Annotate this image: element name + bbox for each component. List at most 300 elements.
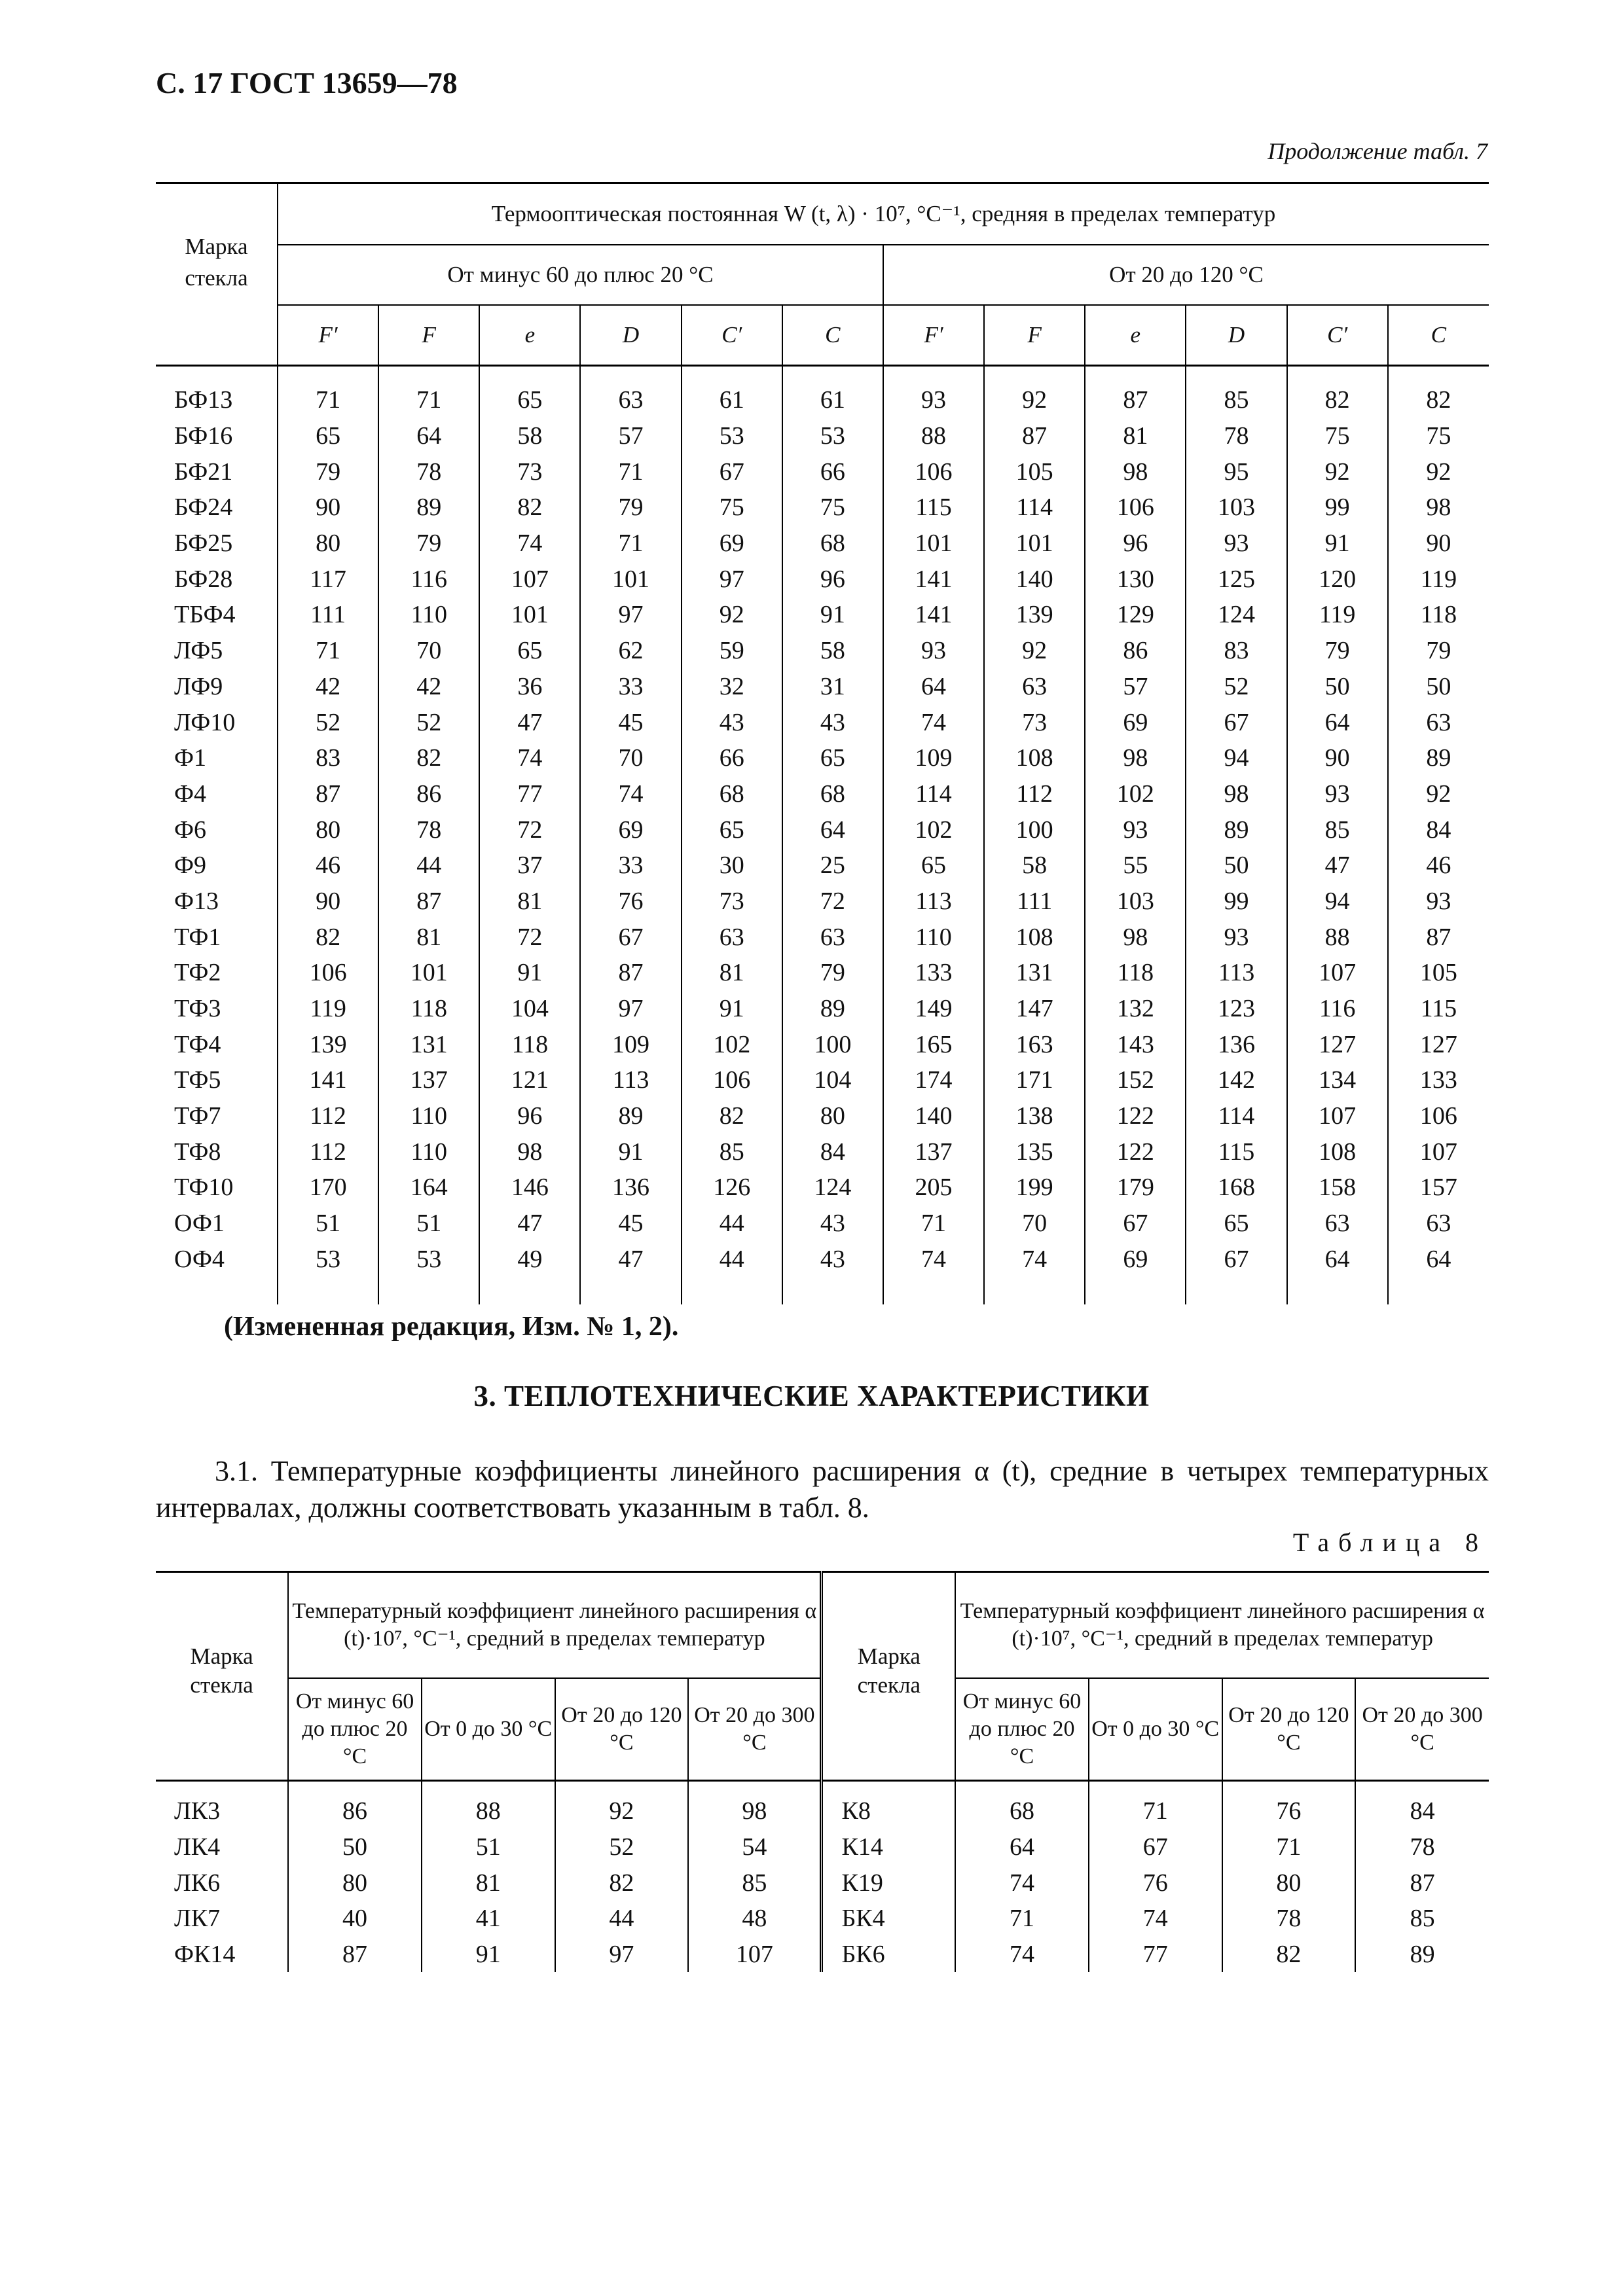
- value-cell: 81: [378, 919, 479, 955]
- table-8: [156, 1571, 1489, 1972]
- value-cell: 82: [1222, 1937, 1356, 1973]
- glass-mark-cell: К19: [822, 1865, 955, 1901]
- table-row: [156, 418, 1489, 454]
- value-cell: 85: [1186, 366, 1286, 418]
- value-cell: 140: [883, 1098, 984, 1134]
- value-cell: 164: [378, 1170, 479, 1206]
- value-cell: 79: [1287, 633, 1388, 669]
- value-cell: 47: [479, 1206, 580, 1242]
- value-cell: 82: [1426, 386, 1451, 414]
- value-cell: 88: [1287, 919, 1388, 955]
- value-cell: 76: [1089, 1865, 1222, 1901]
- glass-mark-cell: БФ25: [156, 526, 278, 562]
- value-cell: 84: [1426, 816, 1451, 844]
- value-cell: 91: [580, 1134, 681, 1170]
- value-cell: 101: [883, 526, 984, 562]
- value-cell: 87: [288, 1937, 422, 1973]
- value-cell: 66: [782, 454, 883, 490]
- value-cell: 123: [1186, 991, 1286, 1027]
- value-cell: 109: [580, 1026, 681, 1062]
- value-cell: 101: [984, 526, 1085, 562]
- value-cell: 88: [883, 418, 984, 454]
- value-cell: 71: [1089, 1781, 1222, 1829]
- column-header-wavelength: D: [580, 305, 681, 366]
- value-cell: 80: [288, 1865, 422, 1901]
- column-header-temperature-range: От 20 до 300 °С: [688, 1678, 822, 1781]
- value-cell: 108: [1287, 1134, 1388, 1170]
- value-cell: 70: [580, 740, 681, 776]
- column-header-mark: Марка стекла: [822, 1572, 955, 1781]
- value-cell: 94: [1186, 740, 1286, 776]
- glass-mark-cell: ЛК6: [156, 1865, 288, 1901]
- value-cell: 78: [1186, 418, 1286, 454]
- value-cell: 124: [1186, 597, 1286, 633]
- value-cell: 63: [1287, 1206, 1388, 1242]
- value-cell: 119: [1420, 565, 1457, 593]
- value-cell: 114: [984, 490, 1085, 526]
- glass-mark-cell: ТФ5: [156, 1062, 278, 1098]
- value-cell: 89: [1426, 744, 1451, 772]
- value-cell: 74: [1089, 1901, 1222, 1937]
- value-cell: 75: [682, 490, 782, 526]
- value-cell: 67: [1089, 1829, 1222, 1865]
- table-row: [156, 490, 1489, 526]
- value-cell: 100: [782, 1026, 883, 1062]
- glass-mark-cell: ЛФ5: [156, 633, 278, 669]
- column-header-mark: Марка стекла: [156, 183, 278, 366]
- column-header-wavelength: D: [1186, 305, 1286, 366]
- value-cell: 82: [378, 740, 479, 776]
- column-header-temperature-range: От 20 до 120 °С: [1222, 1678, 1356, 1781]
- column-header-wavelength: e: [479, 305, 580, 366]
- value-cell: 142: [1186, 1062, 1286, 1098]
- value-cell: 74: [883, 1242, 984, 1305]
- table-row: [156, 669, 1489, 705]
- value-cell: 77: [1089, 1937, 1222, 1973]
- value-cell: 64: [955, 1829, 1089, 1865]
- value-cell: 73: [479, 454, 580, 490]
- value-cell: 69: [682, 526, 782, 562]
- value-cell: 146: [479, 1170, 580, 1206]
- value-cell: 137: [883, 1134, 984, 1170]
- table-7-continuation: [156, 182, 1489, 1304]
- table-row: [156, 740, 1489, 776]
- glass-mark-cell: БФ16: [156, 418, 278, 454]
- value-cell: 205: [883, 1170, 984, 1206]
- column-header-temperature-range: От 20 до 120 °С: [555, 1678, 689, 1781]
- value-cell: 118: [479, 1026, 580, 1062]
- value-cell: 43: [782, 1242, 883, 1305]
- value-cell: 61: [682, 366, 782, 418]
- glass-mark-cell: Ф6: [156, 812, 278, 848]
- value-cell: 61: [782, 366, 883, 418]
- value-cell: 53: [278, 1242, 378, 1305]
- value-cell: 141: [883, 597, 984, 633]
- value-cell: 110: [378, 1134, 479, 1170]
- glass-mark-cell: ОФ1: [156, 1206, 278, 1242]
- value-cell: 149: [883, 991, 984, 1027]
- value-cell: 71: [955, 1901, 1089, 1937]
- value-cell: 179: [1085, 1170, 1186, 1206]
- value-cell: 70: [984, 1206, 1085, 1242]
- column-header-temperature-range: От 0 до 30 °С: [422, 1678, 555, 1781]
- value-cell: 71: [278, 633, 378, 669]
- column-header-temperature-range: От 20 до 300 °С: [1355, 1678, 1489, 1781]
- glass-mark-cell: БФ24: [156, 490, 278, 526]
- glass-mark-cell: Ф1: [156, 740, 278, 776]
- value-cell: 85: [682, 1134, 782, 1170]
- glass-mark-cell: Ф13: [156, 884, 278, 920]
- glass-mark-cell: ОФ4: [156, 1242, 278, 1305]
- value-cell: 33: [580, 669, 681, 705]
- value-cell: 65: [479, 633, 580, 669]
- value-cell: 87: [984, 418, 1085, 454]
- glass-mark-cell: ТБФ4: [156, 597, 278, 633]
- value-cell: 168: [1186, 1170, 1286, 1206]
- glass-mark-cell: ТФ4: [156, 1026, 278, 1062]
- value-cell: 93: [1426, 887, 1451, 915]
- value-cell: 171: [984, 1062, 1085, 1098]
- value-cell: 104: [782, 1062, 883, 1098]
- value-cell: 75: [1287, 418, 1388, 454]
- value-cell: 42: [378, 669, 479, 705]
- value-cell: 117: [278, 561, 378, 597]
- value-cell: 48: [688, 1901, 822, 1937]
- value-cell: 78: [378, 454, 479, 490]
- value-cell: 135: [984, 1134, 1085, 1170]
- value-cell: 170: [278, 1170, 378, 1206]
- value-cell: 72: [782, 884, 883, 920]
- value-cell: 93: [883, 366, 984, 418]
- value-cell: 80: [1222, 1865, 1356, 1901]
- value-cell: 102: [682, 1026, 782, 1062]
- glass-mark-cell: ТФ3: [156, 991, 278, 1027]
- value-cell: 67: [1186, 1242, 1286, 1305]
- value-cell: 93: [1186, 919, 1286, 955]
- value-cell: 89: [1186, 812, 1286, 848]
- value-cell: 52: [555, 1829, 689, 1865]
- value-cell: 70: [378, 633, 479, 669]
- glass-mark-cell: Ф9: [156, 848, 278, 884]
- table-row: [156, 812, 1489, 848]
- value-cell: 72: [479, 919, 580, 955]
- value-cell: 98: [1085, 740, 1186, 776]
- value-cell: 87: [1085, 366, 1186, 418]
- value-cell: 98: [688, 1781, 822, 1829]
- value-cell: 136: [1186, 1026, 1286, 1062]
- value-cell: 67: [1085, 1206, 1186, 1242]
- column-header-expansion: Температурный коэффициент линейного расширения α (t)·10⁷, °С⁻¹, средний в пределах температур: [288, 1572, 822, 1679]
- value-cell: 96: [1085, 526, 1186, 562]
- value-cell: 107: [479, 561, 580, 597]
- column-header-expansion: Температурный коэффициент линейного расширения α (t)·10⁷, °С⁻¹, средний в пределах температур: [955, 1572, 1489, 1679]
- value-cell: 122: [1085, 1134, 1186, 1170]
- value-cell: 92: [984, 366, 1085, 418]
- value-cell: 165: [883, 1026, 984, 1062]
- table-row: [156, 1098, 1489, 1134]
- value-cell: 68: [782, 776, 883, 812]
- column-header-wavelength: C′: [1287, 305, 1388, 366]
- value-cell: 80: [278, 526, 378, 562]
- value-cell: 75: [1426, 422, 1451, 450]
- value-cell: 85: [688, 1865, 822, 1901]
- value-cell: 36: [479, 669, 580, 705]
- value-cell: 104: [479, 991, 580, 1027]
- value-cell: 152: [1085, 1062, 1186, 1098]
- value-cell: 63: [580, 366, 681, 418]
- value-cell: 126: [682, 1170, 782, 1206]
- glass-mark-cell: ФК14: [156, 1937, 288, 1973]
- value-cell: 75: [782, 490, 883, 526]
- value-cell: 114: [883, 776, 984, 812]
- value-cell: 45: [580, 1206, 681, 1242]
- value-cell: 125: [1186, 561, 1286, 597]
- value-cell: 82: [278, 919, 378, 955]
- glass-mark-cell: ЛК3: [156, 1781, 288, 1829]
- value-cell: 97: [682, 561, 782, 597]
- value-cell: 91: [422, 1937, 555, 1973]
- value-cell: 96: [782, 561, 883, 597]
- glass-mark-cell: ЛК7: [156, 1901, 288, 1937]
- value-cell: 93: [883, 633, 984, 669]
- value-cell: 51: [422, 1829, 555, 1865]
- column-header-wavelength: F′: [278, 305, 378, 366]
- value-cell: 92: [555, 1781, 689, 1829]
- table-row: [156, 1062, 1489, 1098]
- value-cell: 83: [278, 740, 378, 776]
- value-cell: 86: [288, 1781, 422, 1829]
- paragraph-text: 3.1. Температурные коэффициенты линейного расширения α (t), средние в четырех температурных интервалах, должны соответствовать указанным в табл. 8.: [156, 1455, 1489, 1524]
- value-cell: 64: [378, 418, 479, 454]
- table-8-label: Таблица 8: [1292, 1528, 1487, 1557]
- value-cell: 44: [555, 1901, 689, 1937]
- value-cell: 101: [378, 955, 479, 991]
- column-header-thermooptic: Термооптическая постоянная W (t, λ) · 10⁷, °С⁻¹, средняя в пределах температур: [278, 183, 1489, 245]
- value-cell: 64: [883, 669, 984, 705]
- value-cell: 98: [1085, 919, 1186, 955]
- value-cell: 91: [782, 597, 883, 633]
- value-cell: 73: [682, 884, 782, 920]
- value-cell: 74: [955, 1937, 1089, 1973]
- value-cell: 92: [1426, 457, 1451, 486]
- value-cell: 91: [479, 955, 580, 991]
- value-cell: 65: [278, 418, 378, 454]
- value-cell: 78: [378, 812, 479, 848]
- value-cell: 81: [682, 955, 782, 991]
- column-header-temperature-range: От минус 60 до плюс 20 °С: [288, 1678, 422, 1781]
- glass-mark-cell: ТФ2: [156, 955, 278, 991]
- value-cell: 81: [422, 1865, 555, 1901]
- value-cell: 79: [278, 454, 378, 490]
- value-cell: 93: [1085, 812, 1186, 848]
- glass-mark-cell: ТФ1: [156, 919, 278, 955]
- value-cell: 47: [479, 704, 580, 740]
- paragraph-3-1: [156, 1453, 1489, 1526]
- value-cell: 62: [580, 633, 681, 669]
- value-cell: 71: [378, 366, 479, 418]
- value-cell: 141: [278, 1062, 378, 1098]
- value-cell: 112: [278, 1134, 378, 1170]
- value-cell: 33: [580, 848, 681, 884]
- value-cell: 136: [580, 1170, 681, 1206]
- value-cell: 96: [479, 1098, 580, 1134]
- value-cell: 141: [883, 561, 984, 597]
- value-cell: 64: [1287, 704, 1388, 740]
- table-row: [156, 633, 1489, 669]
- value-cell: 44: [378, 848, 479, 884]
- value-cell: 118: [1085, 955, 1186, 991]
- glass-mark-cell: БФ28: [156, 561, 278, 597]
- value-cell: 87: [1426, 923, 1451, 951]
- value-cell: 83: [1186, 633, 1286, 669]
- value-cell: 132: [1085, 991, 1186, 1027]
- value-cell: 118: [1420, 601, 1457, 629]
- value-cell: 53: [682, 418, 782, 454]
- value-cell: 90: [1426, 529, 1451, 558]
- value-cell: 111: [984, 884, 1085, 920]
- value-cell: 140: [984, 561, 1085, 597]
- glass-mark-cell: ЛФ10: [156, 704, 278, 740]
- value-cell: 85: [1410, 1905, 1435, 1933]
- table-row: [156, 1901, 1489, 1937]
- value-cell: 108: [984, 740, 1085, 776]
- value-cell: 63: [782, 919, 883, 955]
- value-cell: 68: [782, 526, 883, 562]
- value-cell: 121: [479, 1062, 580, 1098]
- value-cell: 68: [955, 1781, 1089, 1829]
- value-cell: 58: [782, 633, 883, 669]
- value-cell: 108: [984, 919, 1085, 955]
- table-row: [156, 561, 1489, 597]
- glass-mark-cell: К8: [822, 1781, 955, 1829]
- table-row: [156, 597, 1489, 633]
- value-cell: 106: [278, 955, 378, 991]
- table-row: [156, 1170, 1489, 1206]
- value-cell: 51: [378, 1206, 479, 1242]
- value-cell: 74: [479, 526, 580, 562]
- table-row: [156, 1829, 1489, 1865]
- value-cell: 55: [1085, 848, 1186, 884]
- value-cell: 65: [883, 848, 984, 884]
- value-cell: 106: [1419, 1102, 1457, 1130]
- column-header-wavelength: C′: [682, 305, 782, 366]
- value-cell: 52: [1186, 669, 1286, 705]
- table-row: [156, 1865, 1489, 1901]
- value-cell: 80: [278, 812, 378, 848]
- value-cell: 50: [1287, 669, 1388, 705]
- value-cell: 199: [984, 1170, 1085, 1206]
- value-cell: 53: [782, 418, 883, 454]
- table-row: [156, 1206, 1489, 1242]
- value-cell: 77: [479, 776, 580, 812]
- value-cell: 78: [1410, 1833, 1435, 1861]
- value-cell: 106: [682, 1062, 782, 1098]
- value-cell: 130: [1085, 561, 1186, 597]
- value-cell: 67: [580, 919, 681, 955]
- value-cell: 42: [278, 669, 378, 705]
- value-cell: 74: [984, 1242, 1085, 1305]
- value-cell: 79: [782, 955, 883, 991]
- glass-mark-cell: БК4: [822, 1901, 955, 1937]
- table-row: [156, 776, 1489, 812]
- value-cell: 65: [1186, 1206, 1286, 1242]
- value-cell: 64: [782, 812, 883, 848]
- value-cell: 115: [1186, 1134, 1286, 1170]
- column-header-wavelength: e: [1085, 305, 1186, 366]
- value-cell: 112: [984, 776, 1085, 812]
- value-cell: 99: [1287, 490, 1388, 526]
- value-cell: 86: [378, 776, 479, 812]
- value-cell: 74: [883, 704, 984, 740]
- value-cell: 110: [378, 1098, 479, 1134]
- value-cell: 40: [288, 1901, 422, 1937]
- value-cell: 107: [1287, 955, 1388, 991]
- value-cell: 71: [278, 366, 378, 418]
- table-row: [156, 704, 1489, 740]
- value-cell: 87: [278, 776, 378, 812]
- value-cell: 92: [984, 633, 1085, 669]
- value-cell: 57: [580, 418, 681, 454]
- table-continuation-label: Продолжение табл. 7: [1267, 138, 1487, 164]
- value-cell: 71: [1222, 1829, 1356, 1865]
- value-cell: 82: [555, 1865, 689, 1901]
- value-cell: 51: [278, 1206, 378, 1242]
- value-cell: 47: [580, 1242, 681, 1305]
- value-cell: 71: [580, 526, 681, 562]
- value-cell: 74: [955, 1865, 1089, 1901]
- value-cell: 102: [883, 812, 984, 848]
- value-cell: 53: [378, 1242, 479, 1305]
- value-cell: 74: [580, 776, 681, 812]
- table-row: [156, 1781, 1489, 1829]
- value-cell: 50: [1426, 672, 1451, 700]
- value-cell: 114: [1186, 1098, 1286, 1134]
- value-cell: 105: [1419, 959, 1457, 987]
- value-cell: 63: [1426, 708, 1451, 736]
- glass-mark-cell: ЛК4: [156, 1829, 288, 1865]
- column-header-wavelength: F: [984, 305, 1085, 366]
- value-cell: 129: [1085, 597, 1186, 633]
- glass-mark-cell: БФ21: [156, 454, 278, 490]
- column-header-wavelength: C: [1388, 305, 1489, 366]
- value-cell: 97: [580, 991, 681, 1027]
- value-cell: 119: [278, 991, 378, 1027]
- value-cell: 116: [378, 561, 479, 597]
- value-cell: 89: [1410, 1941, 1435, 1969]
- value-cell: 134: [1287, 1062, 1388, 1098]
- value-cell: 32: [682, 669, 782, 705]
- range-header: От минус 60 до плюс 20 °С: [278, 245, 883, 305]
- column-header-wavelength: C: [782, 305, 883, 366]
- value-cell: 79: [580, 490, 681, 526]
- value-cell: 118: [378, 991, 479, 1027]
- value-cell: 43: [782, 704, 883, 740]
- value-cell: 105: [984, 454, 1085, 490]
- value-cell: 143: [1085, 1026, 1186, 1062]
- value-cell: 112: [278, 1098, 378, 1134]
- value-cell: 54: [688, 1829, 822, 1865]
- value-cell: 81: [479, 884, 580, 920]
- value-cell: 102: [1085, 776, 1186, 812]
- glass-mark-cell: ТФ7: [156, 1098, 278, 1134]
- value-cell: 63: [984, 669, 1085, 705]
- table-row: [156, 955, 1489, 991]
- value-cell: 73: [984, 704, 1085, 740]
- value-cell: 99: [1186, 884, 1286, 920]
- value-cell: 157: [1419, 1174, 1457, 1202]
- value-cell: 97: [555, 1937, 689, 1973]
- value-cell: 101: [479, 597, 580, 633]
